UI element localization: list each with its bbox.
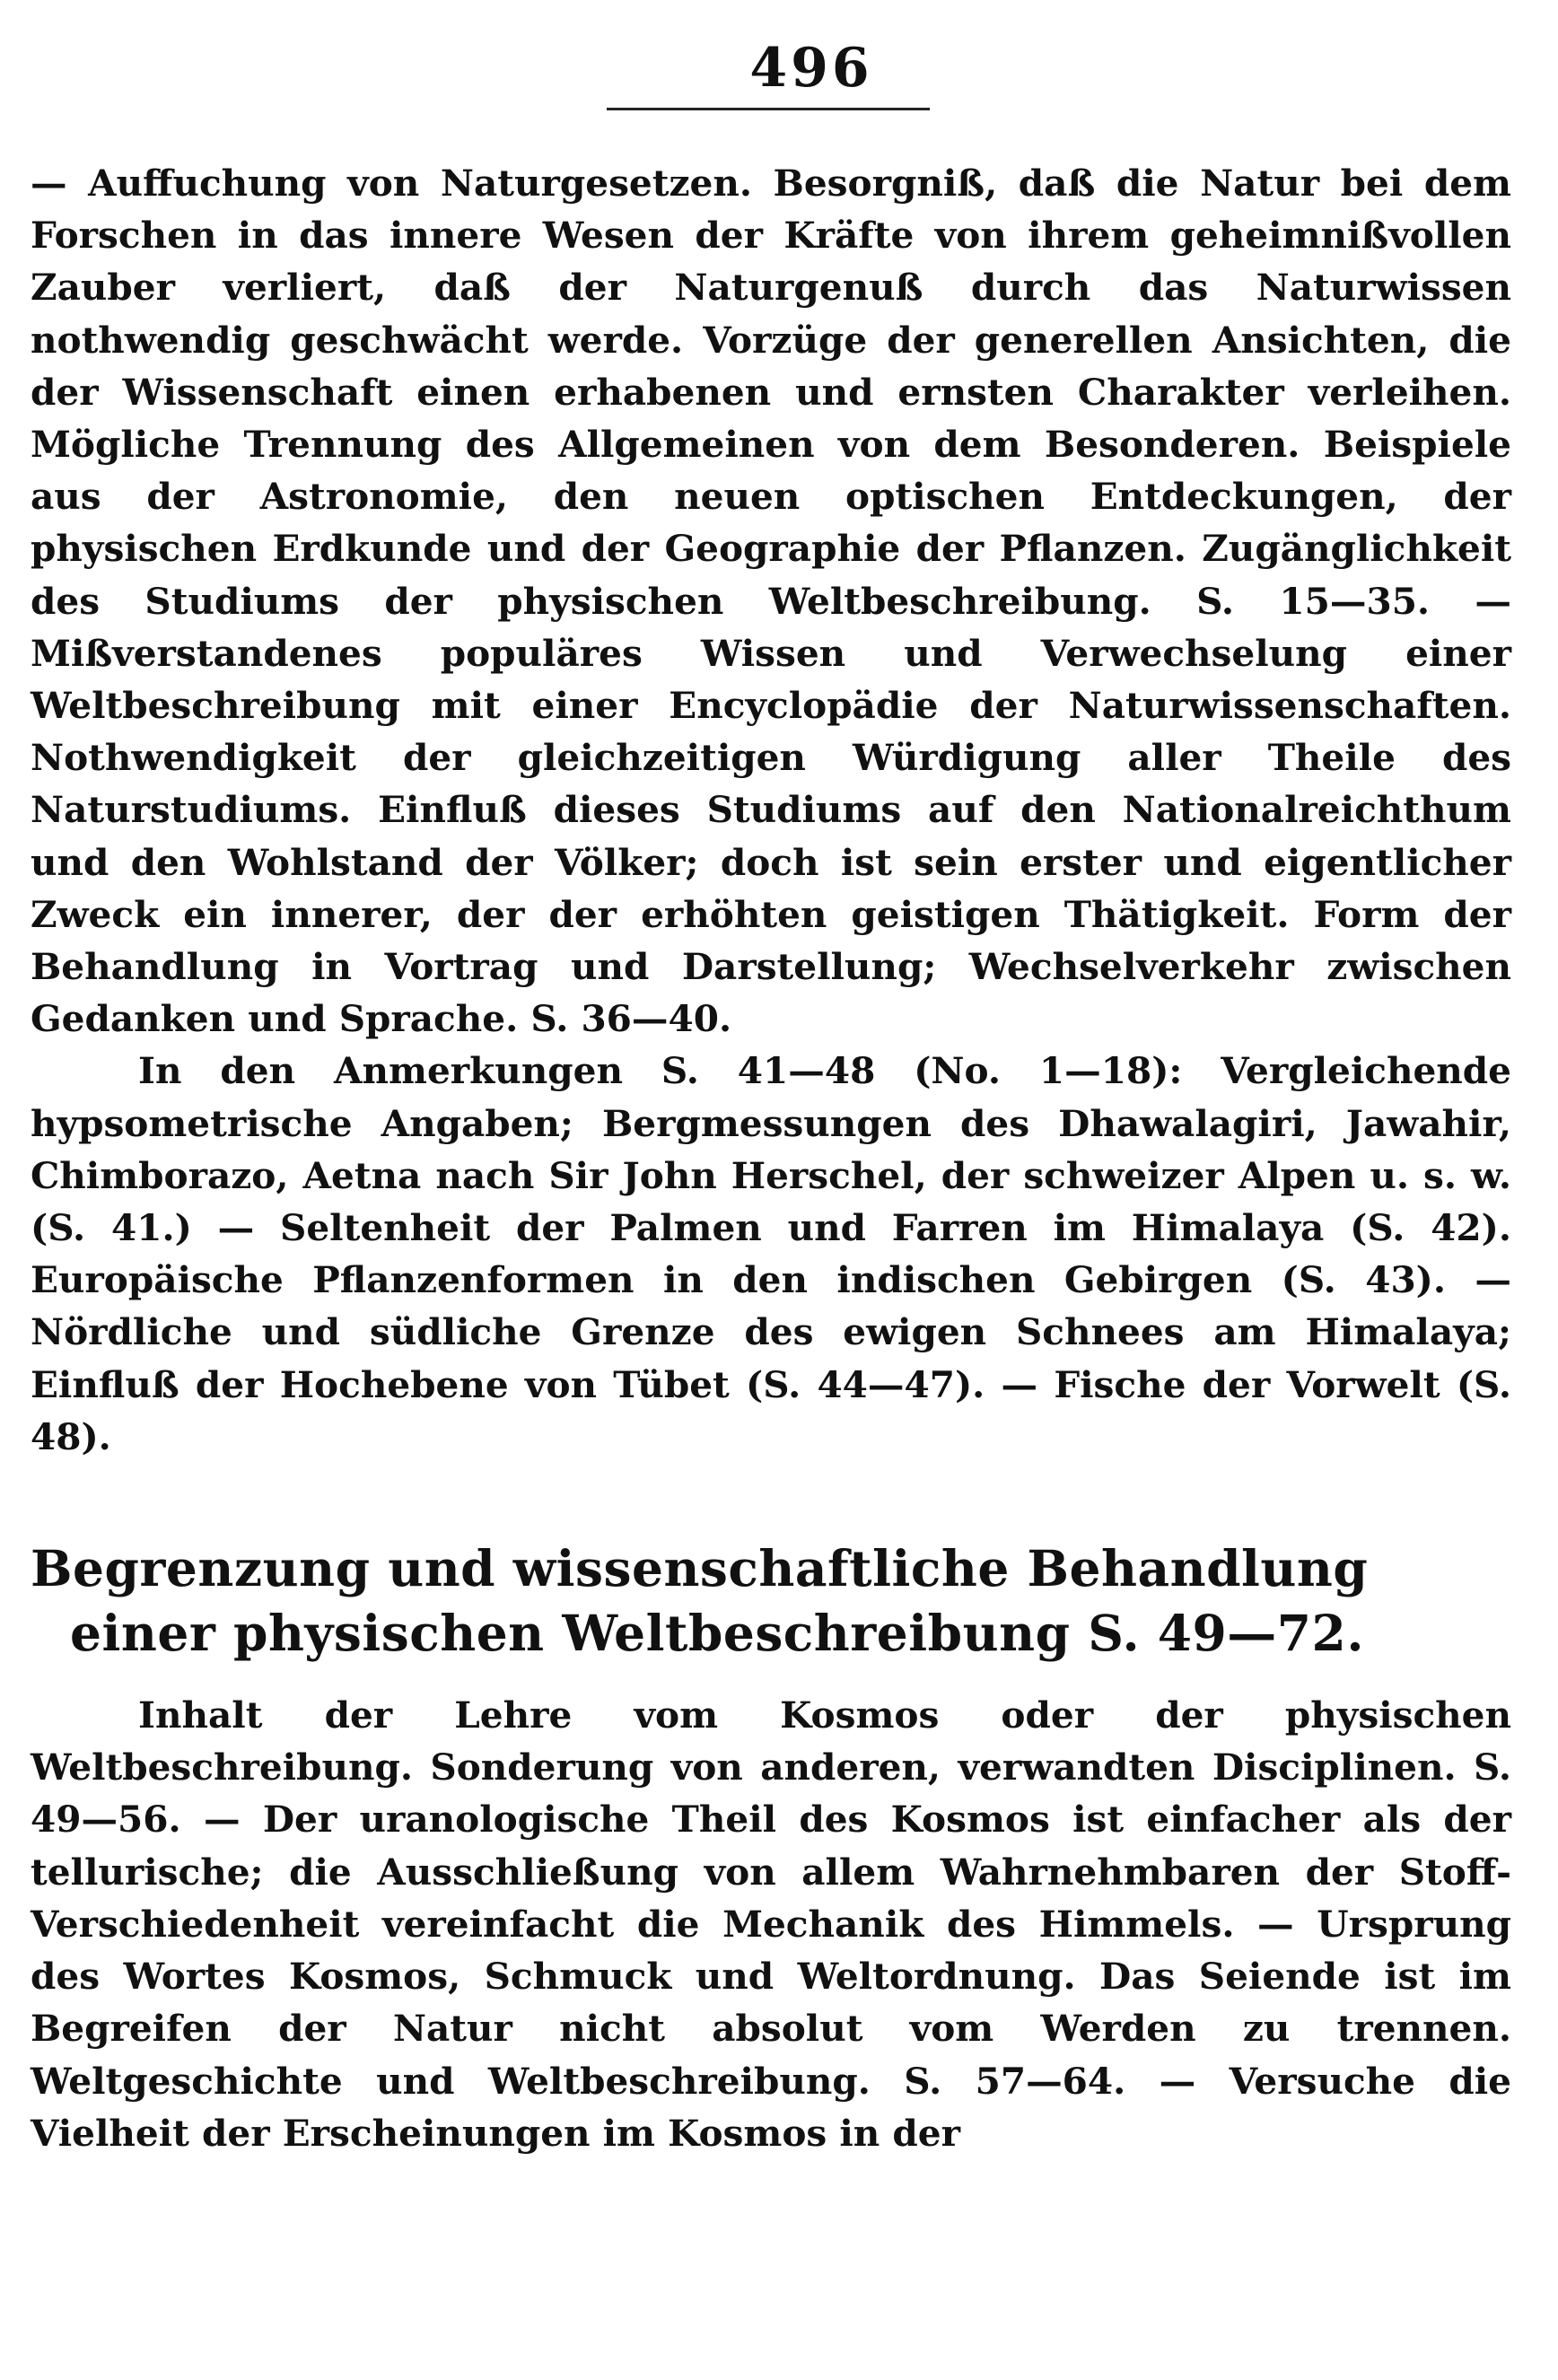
annotations-paragraph: In den Anmerkungen S. 41—48 (No. 1—18): Vergleichende hypsometrische Angaben; Bergmessungen des Dhawalagiri, Jawahir, Chimborazo, Aetna nach Sir John Herschel, der schweizer Alpen u. s. w. (S. 41.) — Seltenheit der Palmen und Farren im Himalaya (S. 42). Europäische Pflanzenformen in den indischen Gebirgen (S. 43). — Nördliche und südliche Grenze des ewigen Schnees am Himalaya; Einfluß der Hochebene von Tübet (S. 44—47). — Fische der Vorwelt (S. 48). [31, 1049, 1511, 1458]
header-rule [607, 108, 930, 110]
page-number: 496 [749, 37, 873, 100]
book-page [31, 36, 1511, 2159]
section-paragraph: Inhalt der Lehre vom Kosmos oder der physischen Weltbeschreibung. Sonderung von anderen, verwandten Disciplinen. S. 49—56. — Der uranologische Theil des Kosmos ist einfacher als der tellurische; die Ausschließung von allem Wahrnehmbaren der Stoff-Verschiedenheit vereinfacht die Mechanik des Himmels. — Ursprung des Wortes Kosmos, Schmuck und Weltordnung. Das Seiende ist im Begreifen der Natur nicht absolut vom Werden zu trennen. Weltgeschichte und Weltbeschreibung. S. 57—64. — Versuche die Vielheit der Erscheinungen im Kosmos in der [31, 1693, 1511, 2155]
summary-paragraph-1: — Auffuchung von Naturgesetzen. Besorgniß, daß die Natur bei dem Forschen in das innere Wesen der Kräfte von ihrem geheimnißvollen Zauber verliert, daß der Naturgenuß durch das Naturwissen nothwendig geschwächt werde. Vorzüge der generellen Ansichten, die der Wissenschaft einen erhabenen und ernsten Charakter verleihen. Mögliche Trennung des Allgemeinen von dem Besonderen. Beispiele aus der Astronomie, den neuen optischen Entdeckungen, der physischen Erdkunde und der Geographie der Pflanzen. Zugänglichkeit des Studiums der physischen Weltbeschreibung. S. 15—35. — Mißverstandenes populäres Wissen und Verwechselung einer Weltbeschreibung mit einer Encyclopädie der Naturwissenschaften. Nothwendigkeit der gleichzeitigen Würdigung aller Theile des Naturstudiums. Einfluß dieses Studiums auf den Nationalreichthum und den Wohlstand der Völker; doch ist sein erster und eigentlicher Zweck ein innerer, der der erhöhten geistigen Thätigkeit. Form der Behandlung in Vortrag und Darstellung; Wechselverkehr zwischen Gedanken und Sprache. S. 36—40. [31, 162, 1511, 1041]
section-heading: Begrenzung und wissenschaftliche Behandlung einer physischen Weltbeschreibung S. 49—72. [31, 1539, 1369, 1663]
